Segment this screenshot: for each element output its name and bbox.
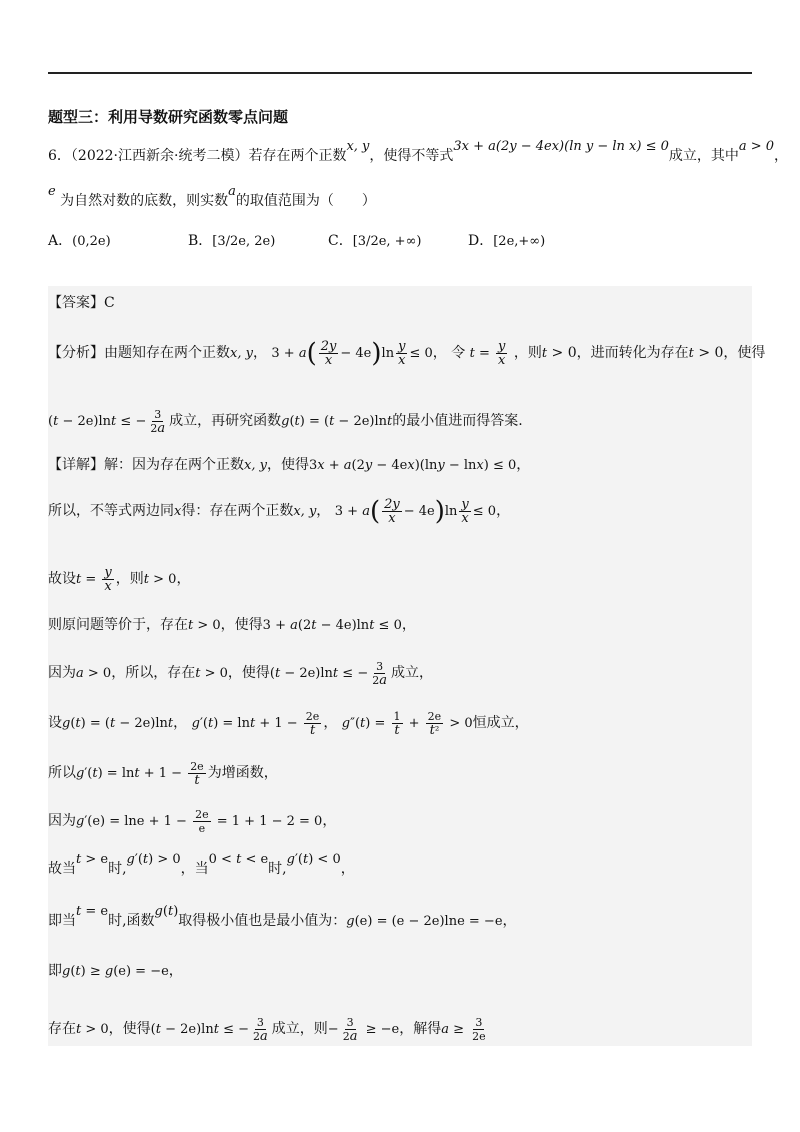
question-source: （2022·江西新余·统考二模） xyxy=(70,148,249,164)
detail-line-8: 因为g′(e) = lne + 1 − $\frac{2e}{e}$ = 1 + 1 − 2 = 0， xyxy=(48,808,337,835)
option-value: [3/2e, +∞) xyxy=(352,234,422,249)
math-a: a xyxy=(228,184,236,199)
detail-line-10: 即当t = e时,函数g(t)取得极小值也是最小值为：g(e) = (e − 2e)lne = −e， xyxy=(48,904,517,929)
detail-text: 所以 xyxy=(48,765,76,781)
detail-text: 因为 xyxy=(48,665,76,681)
detail-text: 故设 xyxy=(48,571,76,587)
detail-text: 因为 xyxy=(48,813,76,829)
detail-line-2: 所以，不等式两边同x得：存在两个正数x, y， 3 + a( $\frac{2y}{x}$ − 4e)ln $\frac{y}{x}$ ≤ 0， xyxy=(48,496,511,527)
option-c xyxy=(328,230,421,250)
detail-text: 即 xyxy=(48,963,62,979)
math-vars: x, y xyxy=(346,139,370,154)
detail-line-12: 存在t > 0，使得(t − 2e)lnt ≤ − $\frac{3}{2a}$ 成立，则− $\frac{3}{2a}$ ≥ −e，解得a ≥ $\frac{3}{2e}$ xyxy=(48,1016,486,1044)
question-line-2 xyxy=(48,184,376,210)
detail-text: 所以，不等式两边同 xyxy=(48,503,174,519)
question-text: 成立，其中 xyxy=(668,148,739,164)
detail-line-5: 因为a > 0，所以，存在t > 0，使得(t − 2e)lnt ≤ − $\frac{3}{2a}$ 成立， xyxy=(48,660,433,688)
analysis-text: 由题知存在两个正数 xyxy=(104,345,230,361)
detail-text: 时, xyxy=(108,861,127,877)
math-inequality: 3x + a(2y − 4ex)(ln y − ln x) ≤ 0 xyxy=(453,139,669,154)
detail-text: 为增函数， xyxy=(207,765,278,781)
detail-line-6: 设g(t) = (t − 2e)lnt， g′(t) = lnt + 1 − $\frac{2e}{t}$ ， g″(t) = $\frac{1}{t}$ + $\frac{2e}{\text{t²}}$ > 0恒成立， xyxy=(48,710,529,738)
math-e: e xyxy=(48,184,56,199)
header-rule xyxy=(48,72,752,74)
detail-text: ，所以，存在 xyxy=(111,665,196,681)
question-line-1 xyxy=(48,139,789,165)
detail-line-11: 即g(t) ≥ g(e) = −e， xyxy=(48,963,183,979)
option-value: [3/2e, 2e) xyxy=(212,234,276,249)
detail-text: 恒成立， xyxy=(472,715,529,731)
detail-text: 时, xyxy=(268,861,287,877)
math-condition: a > 0 xyxy=(738,139,775,154)
detail-text: 则原问题等价于，存在 xyxy=(48,617,188,633)
detail-text: ，则 xyxy=(115,571,144,587)
detail-text: ，使得 xyxy=(227,665,270,681)
option-label: A． xyxy=(48,233,73,249)
analysis-text: 成立，再研究函数 xyxy=(169,413,282,429)
question-text: ，使得不等式 xyxy=(369,148,454,164)
detail-text: ，解得 xyxy=(399,1021,442,1037)
question-text: 若存在两个正数 xyxy=(248,148,347,164)
analysis-text: 令 xyxy=(451,345,466,361)
detail-text: ，使得 xyxy=(220,617,263,633)
detail-text: ，使得 xyxy=(266,457,309,473)
option-b xyxy=(188,230,275,250)
detail-label: 【详解】 xyxy=(48,457,104,473)
option-label: C． xyxy=(328,233,353,249)
answer-line: 【答案】C xyxy=(48,295,115,311)
analysis-line-2: (t − 2e)lnt ≤ − $\frac{3}{2a}$ 成立，再研究函数g(t) = (t − 2e)lnt的最小值进而得答案. xyxy=(48,408,523,436)
option-value: [2e,+∞) xyxy=(493,234,546,249)
analysis-text: 的最小值进而得答案. xyxy=(392,413,523,429)
detail-text: 成立，则 xyxy=(271,1021,328,1037)
detail-text: ，当 xyxy=(180,861,209,877)
question-text: 的取值范围为（ ） xyxy=(235,193,376,209)
detail-line-7: 所以g′(t) = lnt + 1 − $\frac{2e}{t}$ 为增函数， xyxy=(48,760,278,788)
analysis-line-1: 【分析】由题知存在两个正数x, y， 3 + a( $\frac{2y}{x}$ − 4e)ln $\frac{y}{x}$ ≤ 0， 令 t = $\frac{y}{x}$ ，则t > 0，进而转化为存在t > 0，使得 xyxy=(48,338,766,369)
detail-text: 时,函数 xyxy=(108,913,155,929)
question-text: ， xyxy=(774,148,789,164)
detail-text: 解：因为存在两个正数 xyxy=(104,457,244,473)
detail-line-3: 故设t = $\frac{y}{x}$ ，则t > 0， xyxy=(48,565,191,594)
detail-line-4: 则原问题等价于，存在t > 0，使得3 + a(2t − 4e)lnt ≤ 0， xyxy=(48,617,416,633)
analysis-label: 【分析】 xyxy=(48,345,104,361)
question-number: 6． xyxy=(48,148,71,164)
detail-text: ，使得 xyxy=(108,1021,151,1037)
detail-text: 即当 xyxy=(48,913,76,929)
question-text: 为自然对数的底数，则实数 xyxy=(60,193,229,209)
detail-text: 得：存在两个正数 xyxy=(181,503,294,519)
detail-line-9: 故当t > e时,g′(t) > 0，当0 < t < e时,g′(t) < 0， xyxy=(48,852,355,877)
detail-text: 存在 xyxy=(48,1021,76,1037)
detail-text: 成立， xyxy=(390,665,433,681)
section-title: 题型三：利用导数研究函数零点问题 xyxy=(48,108,289,126)
detail-text: 设 xyxy=(48,715,62,731)
detail-text: 故当 xyxy=(48,861,76,877)
option-label: B． xyxy=(188,233,213,249)
detail-line-1: 【详解】解：因为存在两个正数x, y，使得3x + a(2y − 4ex)(lny − lnx) ≤ 0， xyxy=(48,457,531,473)
option-label: D． xyxy=(468,233,494,249)
option-d xyxy=(468,230,545,250)
analysis-text: ，则 xyxy=(513,345,542,361)
analysis-text: ，使得 xyxy=(723,345,766,361)
analysis-text: ，进而转化为存在 xyxy=(576,345,689,361)
detail-text: 取得极小值也是最小值为： xyxy=(178,913,347,929)
option-value: (0,2e) xyxy=(72,234,111,249)
option-a xyxy=(48,230,111,250)
